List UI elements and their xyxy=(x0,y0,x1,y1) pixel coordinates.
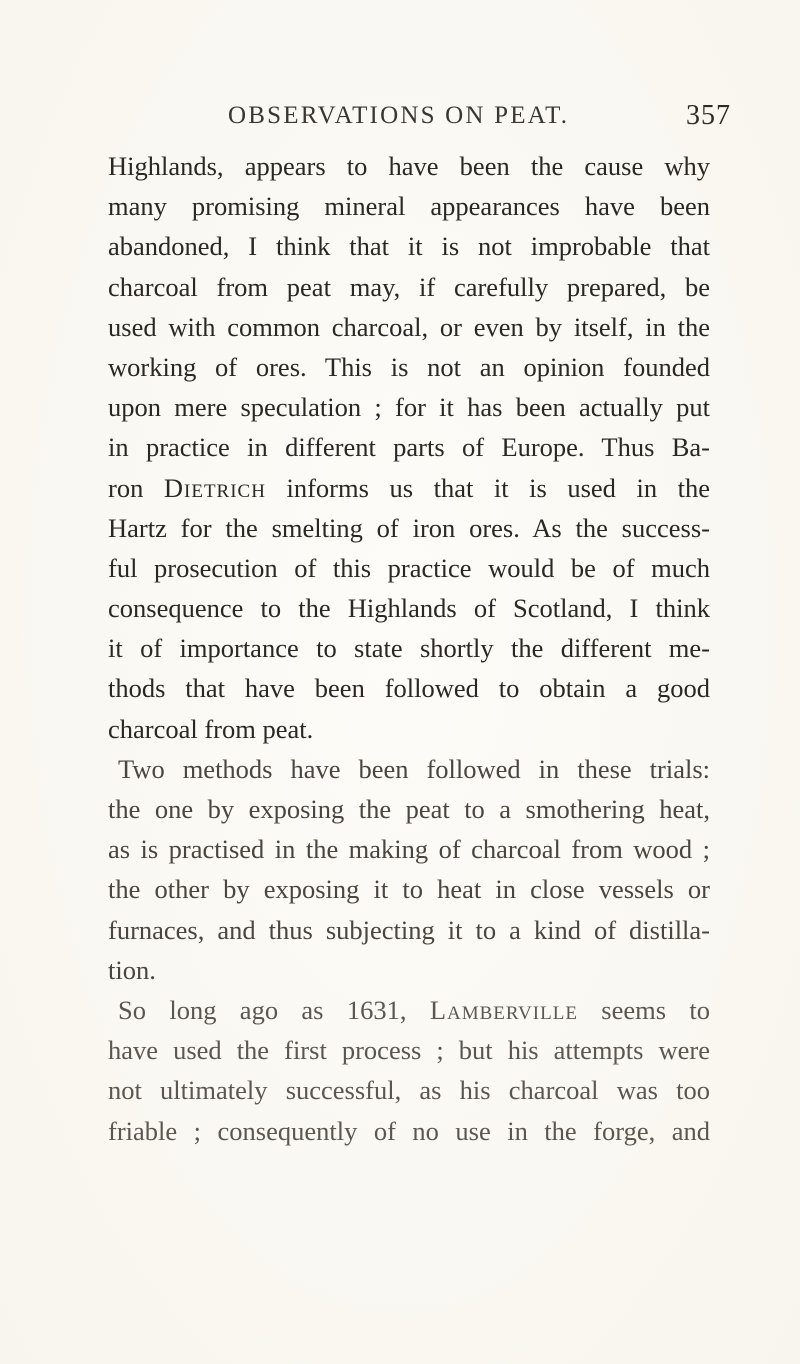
text-line-16: Two methods have been followed in these trials: xyxy=(118,753,710,784)
text-line-24: not ultimately successful, as his charcoal was too xyxy=(108,1075,710,1106)
text-line-2: many promising mineral appearances have been xyxy=(108,191,710,222)
name-dietrich: Dietrich xyxy=(163,472,266,503)
text-line-25: friable ; consequently of no use in the forge, and xyxy=(108,1115,710,1146)
text-line-13: it of importance to state shortly the different me- xyxy=(108,633,710,664)
running-head xyxy=(0,100,800,140)
text-line-17: the one by exposing the peat to a smothering heat, xyxy=(108,794,710,824)
text-line-3: abandoned, I think that it is not improbable that xyxy=(108,231,710,262)
text-line-15: charcoal from peat. xyxy=(108,713,314,744)
running-title: OBSERVATIONS ON PEAT. xyxy=(228,102,570,129)
name-lamberville: Lamberville xyxy=(429,994,578,1025)
text-fragment-ron: ron xyxy=(108,472,144,503)
text-line-10: Hartz for the smelting of iron ores. As the success- xyxy=(108,512,710,543)
text-line-23: have used the first process ; but his attempts were xyxy=(108,1035,710,1066)
text-line-8: in practice in different parts of Europe. Thus Ba- xyxy=(108,432,710,463)
text-fragment-dietrich-rest: informs us that it is used in the xyxy=(286,472,711,503)
text-line-7: upon mere speculation ; for it has been actually put xyxy=(108,392,710,423)
text-line-21: tion. xyxy=(108,954,156,985)
text-fragment-lamberville-rest: seems to xyxy=(601,994,711,1025)
text-line-11: ful prosecution of this practice would be of much xyxy=(108,552,710,583)
text-line-20: furnaces, and thus subjecting it to a kind of distilla- xyxy=(108,914,710,945)
text-line-19: the other by exposing it to heat in close vessels or xyxy=(108,874,710,905)
page-number: 357 xyxy=(686,100,731,131)
text-line-9 xyxy=(108,468,710,508)
text-line-6: working of ores. This is not an opinion founded xyxy=(108,351,710,382)
body-text xyxy=(108,146,710,1151)
text-line-14: thods that have been followed to obtain a good xyxy=(108,673,710,704)
text-fragment-so-long: So long ago as 1631, xyxy=(118,994,407,1025)
text-line-12: consequence to the Highlands of Scotland, I think xyxy=(108,593,710,624)
text-line-1: Highlands, appears to have been the cause why xyxy=(108,151,710,181)
text-line-4: charcoal from peat may, if carefully prepared, be xyxy=(108,271,710,302)
text-line-18: as is practised in the making of charcoal from wood ; xyxy=(108,834,710,865)
text-line-5: used with common charcoal, or even by itself, in the xyxy=(108,311,710,342)
text-line-22 xyxy=(108,990,710,1030)
